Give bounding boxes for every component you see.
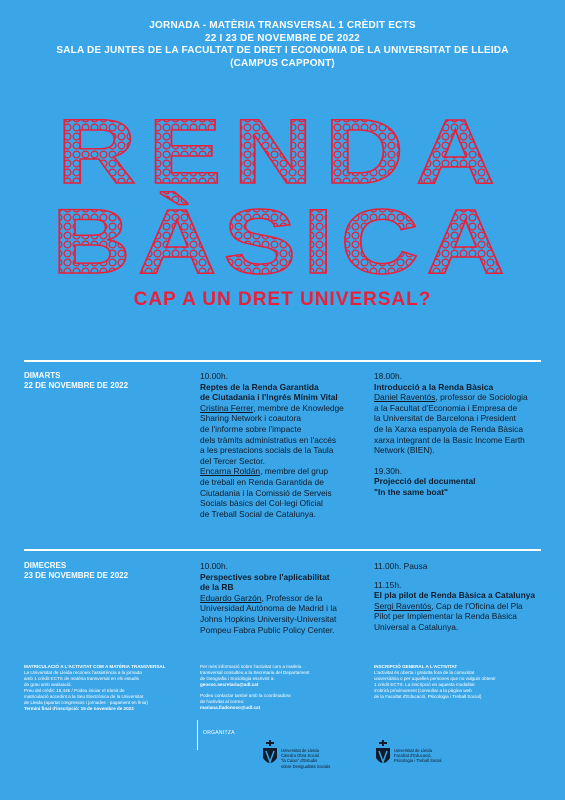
speaker-bio: Johns Hopkins University-Universitat [200,613,337,624]
speaker-bio: Network (BIEN). [374,445,435,456]
day1-session-morning [200,371,368,519]
logo-text-catedra [281,748,330,769]
session-title: El pla pilot de Renda Bàsica a Catalunya [374,590,536,601]
time: 10.00h. [200,561,228,571]
email-link[interactable]: geosoc.secretaria@udl.cat [200,682,259,687]
footer-text: universitària o per aquelles persones que no vulguin obtenir [374,676,496,681]
title-word-basica: BÀSICA [52,191,512,285]
day2-session-morning [200,561,370,635]
organizer-divider [197,720,198,750]
speaker-bio: xarxa integrant de la Basic Income Earth [374,434,525,445]
footer-text: L'activitat és oberta i gratuïta fora de la comunitat [374,670,475,675]
logo-line: sobre Desigualtats Socials [281,763,331,769]
footer-text: transversal consulteu a la Secretaria del Departament [200,670,310,675]
speaker-bio: Universal a Catalunya. [374,621,459,632]
logo-line: Psicologia i Treball Social [394,758,442,764]
speaker-name: Cristina Ferrer [200,402,254,413]
session-title: Perspectives sobre l'aplicabilitat [200,571,330,582]
day2-date: 23 DE NOVEMBRE DE 2022 [24,571,129,580]
logo-line: Facultat d'Educació, [394,753,432,759]
time: 18.00h. [374,371,402,381]
speaker-bio: dels tràmits administratius en l'accés [200,434,337,445]
speaker-name: Encarna Roldán [200,466,261,477]
divider [24,360,541,362]
speaker-name: Daniel Raventós [374,392,436,403]
session-title: Introducció a la Renda Bàsica [374,381,494,392]
speaker-bio: del Tercer Sector. [200,455,266,466]
day2-label [24,561,128,581]
session-title: de la RB [200,582,234,593]
speaker-bio: de la Xarxa espanyola de Renda Bàsica [374,423,523,434]
time: 19.30h. [374,465,402,476]
footer-text: s'obrirà pròximament (consultar a la pàgina web [374,688,472,693]
speaker-bio: de Treball Social de Catalunya. [200,508,316,519]
speaker-bio: Pilot per Implementar la Renda Bàsica [374,611,517,622]
speaker-bio: Socials bàsics del Col·legi Oficial [200,498,323,509]
logo-line: Càtedra Obra Social [281,753,319,759]
footer-heading: INSCRIPCIÓ GENERAL A L'ACTIVITAT [374,664,458,669]
speaker-bio: de treball en Renda Garantida de [200,476,324,487]
day1-label [24,371,128,391]
speaker-bio: Pompeu Fabra Public Policy Center. [200,624,335,635]
header-line-1: JORNADA - MATÈRIA TRANSVERSAL 1 CRÈDIT ECTS [149,20,416,31]
speaker-name: Sergi Raventós [374,600,432,611]
header-line-4: (CAMPUS CAPPONT) [230,57,335,69]
session-title: Projecció del documental [374,476,476,487]
day2-session-midday [374,561,546,633]
event-header [0,20,565,70]
footer-text: de Geografia i Sociologia escrivint a: [200,676,275,681]
footer-text: Termini final d'inscripció: 15 de novembre de 2022 [24,706,134,711]
logo-line: "la Caixa" d'Estudis [281,758,318,764]
day1-session-afternoon [374,371,546,498]
email-link[interactable]: mariana.fiadonoso@udl.cat [200,705,261,710]
speaker-bio: Sharing Network i coautora [200,413,302,424]
session-title: "In the same boat" [374,486,449,497]
speaker-bio: , Cap de l'Oficina del Pla [431,600,523,611]
speaker-bio: , Professor de la [261,592,323,603]
footer-text: amb 1 crèdit ECTS de matèria transversal en els estudis [24,676,139,681]
logo-text-faculty [394,748,441,764]
footer-info [200,664,370,711]
session-title: de Ciutadania i l'Ingrés Mínim Vital [200,392,338,403]
footer-text: 1 crèdit ECTS. La inscripció en aquesta modalitat [374,682,475,687]
footer-heading: MATRICULACIÓ A L'ACTIVITAT COM A MATÈRIA TRANSVERSAL [24,664,166,669]
footer-text: Per més informació sobre l'activitat com a matèria [200,664,302,669]
speaker-bio: la Universitat de Barcelona i President [374,413,516,424]
footer-general-registration [374,664,546,700]
university-shield-icon [262,740,278,770]
divider [24,549,541,551]
footer-text: La Universitat de Lleida reconeix l'assistència a la jornada [24,670,142,675]
footer-text: de l'activitat al correu: [200,699,245,704]
speaker-bio: a les prestacions socials de la Taula [200,445,334,456]
pause: 11.00h. Pausa [374,561,428,571]
footer-text: Podeu contactar també amb la coordinadora [200,693,291,698]
logo-line: Universitat de Lleida [394,748,432,753]
speaker-bio: , professor de Sociologia [435,392,528,403]
day1-weekday: DIMARTS [24,371,61,380]
time: 10.00h. [200,371,228,381]
speaker-bio: a la Facultat d'Economia i Empresa de [374,402,518,413]
day1-date: 22 DE NOVEMBRE DE 2022 [24,381,129,390]
time: 11.15h. [374,579,402,590]
organitza-label: ORGANITZA [203,730,235,736]
header-line-3: SALA DE JUNTES DE LA FACULTAT DE DRET I ECONOMIA DE LA UNIVERSITAT DE LLEIDA [56,45,509,56]
speaker-bio: , membre de Knowledge [253,402,344,413]
title-graphic [0,105,565,285]
speaker-bio: Universidad Autónoma de Madrid i la [200,603,337,614]
logo-line: Universitat de Lleida [281,748,319,753]
footer-text: matriculació accedint a la Seu Electrònica de la Universitat [24,694,144,699]
speaker-name: Eduardo Garzón [200,592,262,603]
speaker-bio: Ciutadania i la Comissió de Serveis [200,487,332,498]
footer-text: de Lleida (apartat congressos i jornades - pagament en línia) [24,700,148,705]
footer-matriculation [24,664,194,712]
footer-text: de la Facultat d'Educació, Psicologia i Treball Social) [374,694,482,699]
speaker-bio: , membre del grup [260,466,329,477]
session-title: Reptes de la Renda Garantida [200,381,319,392]
header-line-2: 22 I 23 DE NOVEMBRE DE 2022 [205,32,360,44]
subtitle: CAP A UN DRET UNIVERSAL? [133,289,432,310]
day2-weekday: DIMECRES [24,561,67,570]
footer-text: de grau amb avaluació. [24,682,72,687]
speaker-bio: de l'informe sobre l'impacte [200,423,302,434]
footer-text: Preu del crèdit: 18,44€ / Podeu iniciar el tràmit de [24,688,125,693]
faculty-shield-icon [375,740,391,770]
title-word-renda: RENDA [57,105,507,203]
